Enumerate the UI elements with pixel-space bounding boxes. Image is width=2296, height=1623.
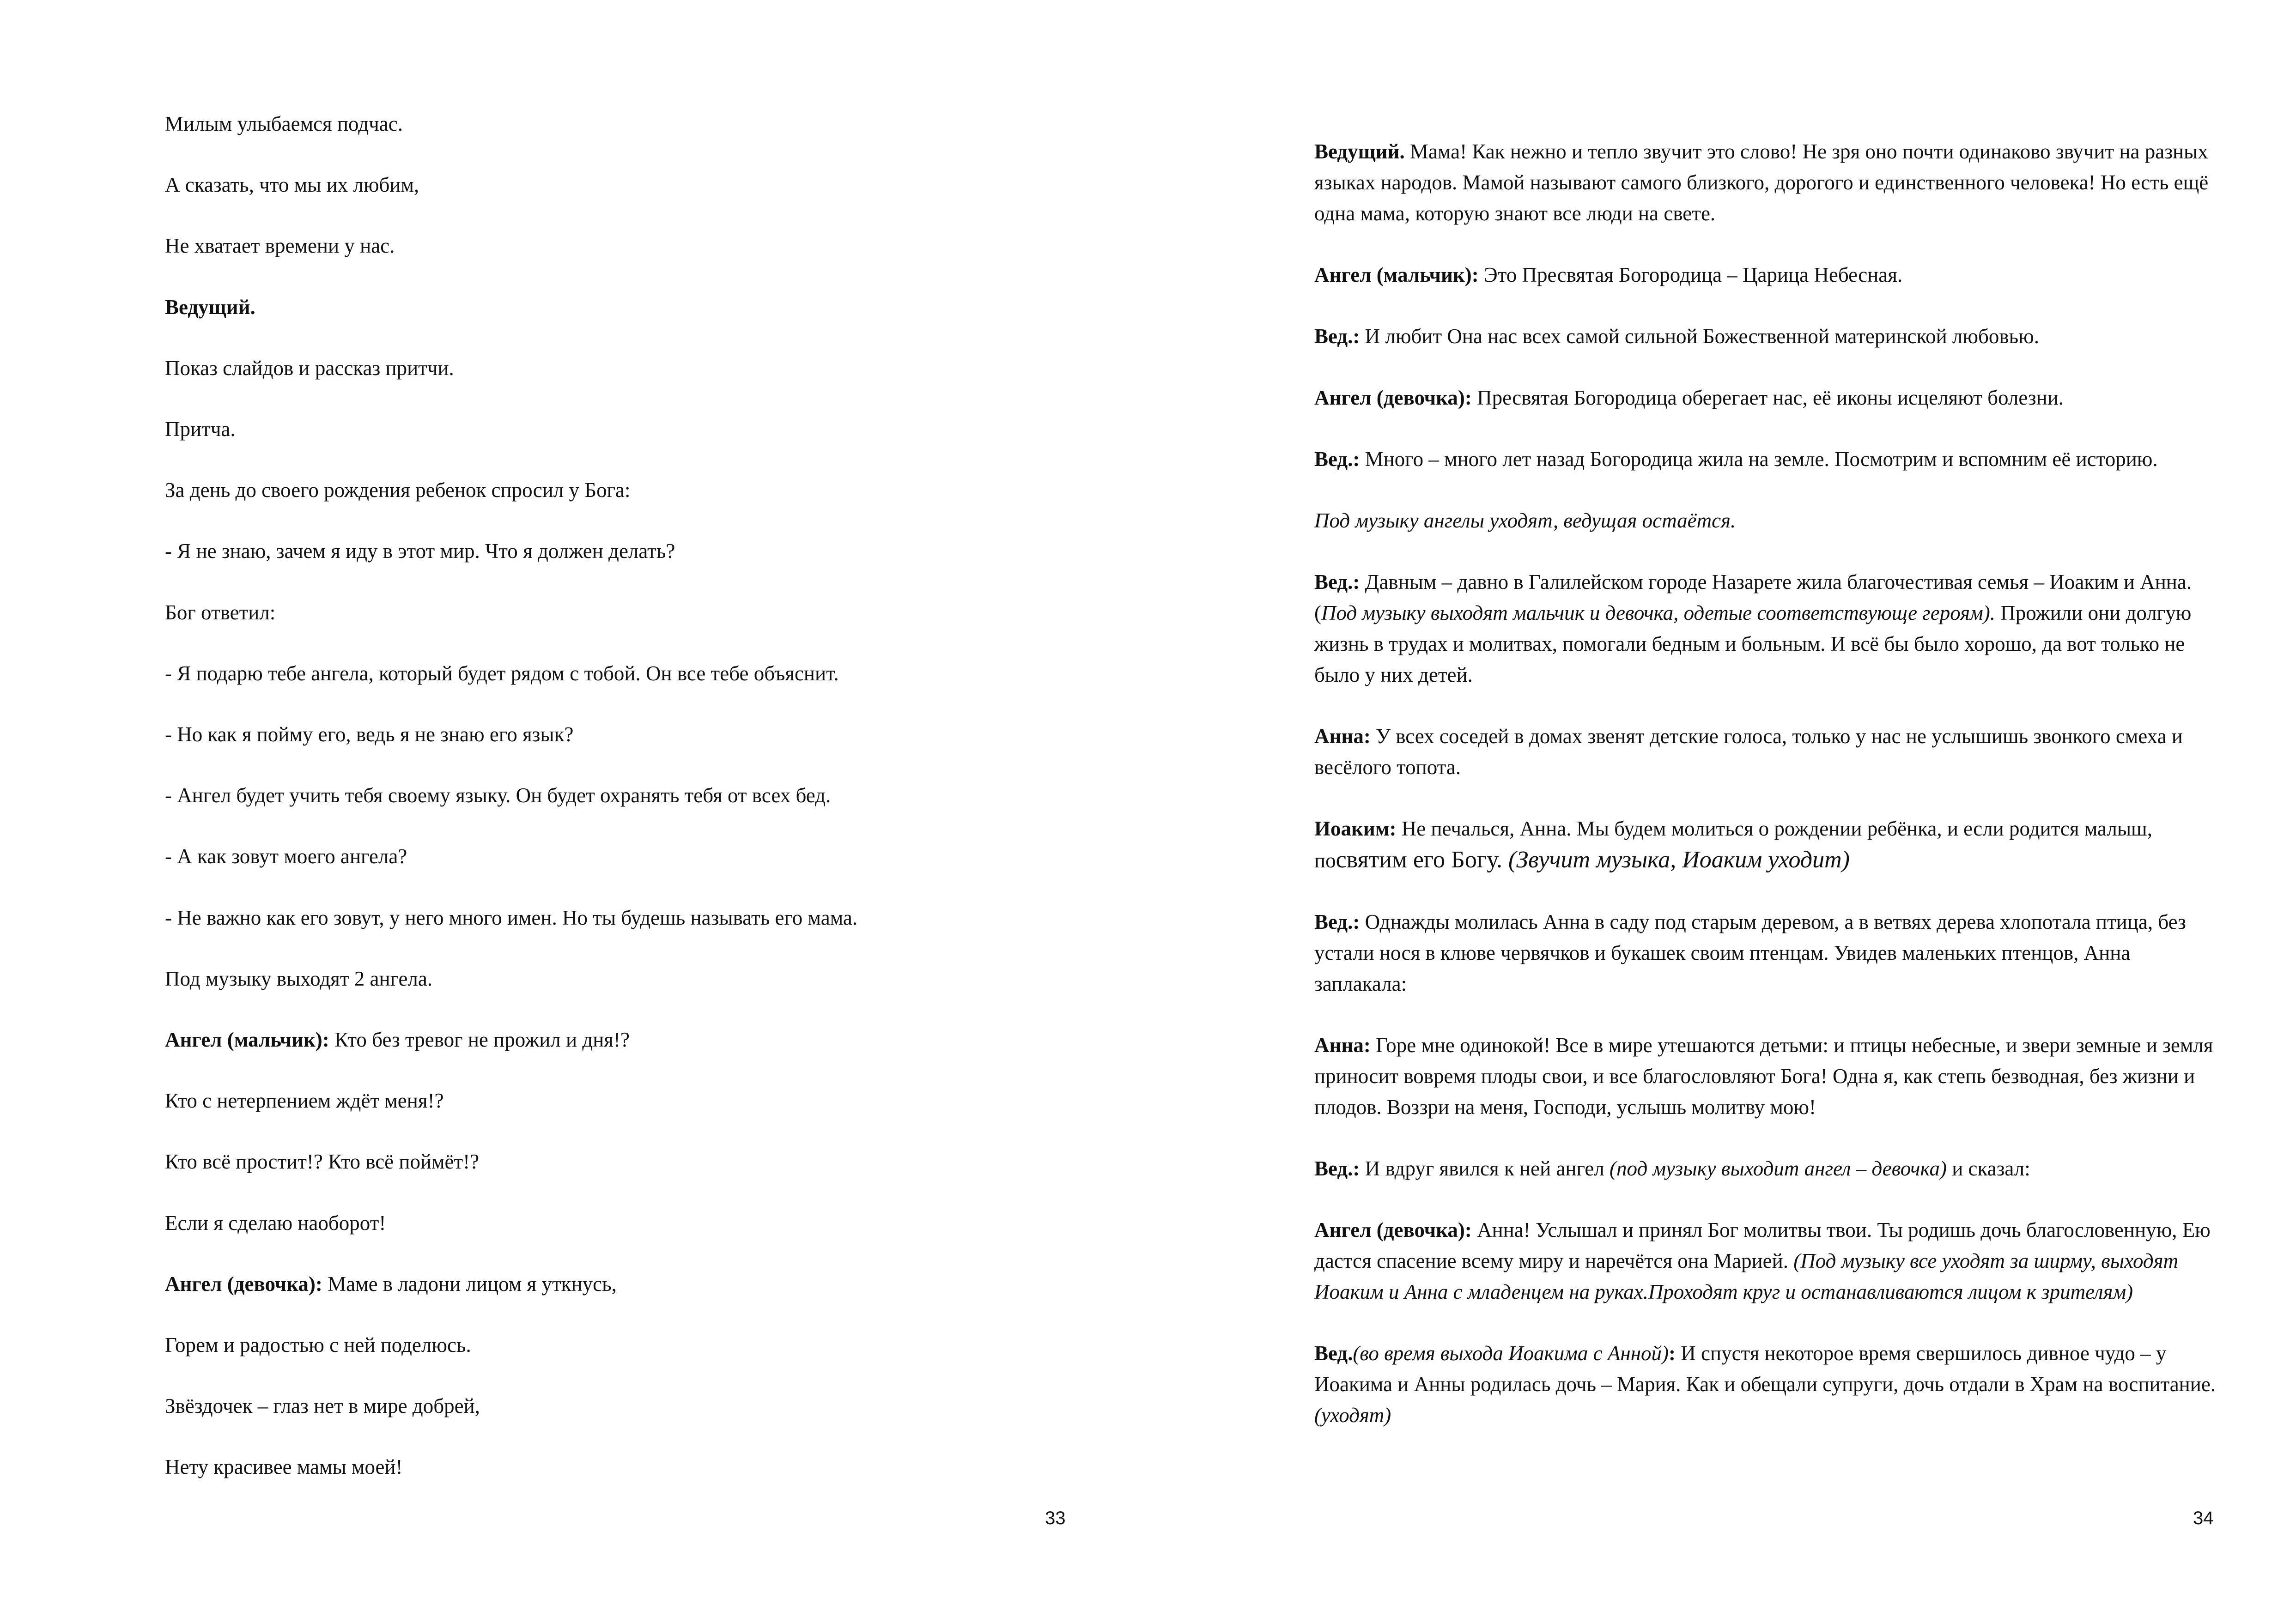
paragraph-angel-boy [1314, 260, 2227, 291]
speaker-label: Вед.: [1314, 570, 1360, 593]
line-text: Под музыку выходят 2 ангела. [165, 967, 433, 990]
line-text: - А как зовут моего ангела? [165, 845, 407, 868]
speaker-colon: : [1669, 1342, 1676, 1365]
paragraph-ved-miracle [1314, 1338, 2227, 1431]
line-text: Показ слайдов и рассказ притчи. [165, 356, 454, 380]
paragraph-ved-garden [1314, 907, 2227, 999]
paragraph-text: Пресвятая Богородица оберегает нас, её иконы исцеляют болезни. [1471, 386, 2064, 409]
left-line [165, 1210, 386, 1236]
left-line [165, 172, 419, 198]
line-text: - Я не знаю, зачем я иду в этот мир. Что я должен делать? [165, 539, 675, 563]
line-text: Кто всё простит!? Кто всё поймёт!? [165, 1150, 480, 1174]
left-line [165, 416, 236, 442]
paragraph-text: Много – много лет назад Богородица жила на земле. Посмотрим и вспомним её историю. [1360, 448, 2158, 471]
left-line [165, 538, 675, 564]
stage-direction-text: Под музыку выходят мальчик и девочка, одетые соответствующе героям). [1321, 601, 1995, 624]
left-line [165, 1393, 480, 1419]
paragraph-ved-angel-appears [1314, 1153, 2227, 1184]
paragraph-text: У всех соседей в домах звенят детские голоса, только у нас не услышишь звонкого смеха и весёлого топота. [1314, 725, 2183, 779]
stage-direction-text: (во время выхода Иоакима с Анной) [1353, 1342, 1669, 1365]
left-line [165, 843, 407, 869]
paragraph-text-large: святим его Богу. [1336, 847, 1503, 873]
paragraph-text: И спустя некоторое время свершилось дивное чудо – у Иоакима и Анны родилась дочь – Мария. Как и обещали супруги, дочь отдали в Храм на воспитание. [1314, 1342, 2216, 1396]
paragraph-text: Прожили они долгую жизнь в трудах и молитвах, помогали бедным и больным. И всё бы было хорошо, да вот только не было у них детей. [1314, 601, 2192, 686]
paragraph-text: И любит Она нас всех самой сильной Божественной материнской любовью. [1360, 325, 2040, 348]
speaker-label: Ангел (девочка): [165, 1272, 322, 1296]
line-text: - Ангел будет учить тебя своему языку. Он будет охранять тебя от всех бед. [165, 784, 831, 807]
stage-direction-text: Под музыку ангелы уходят, ведущая остаётся. [1314, 509, 1736, 532]
paragraph-vedushchiy-intro [1314, 136, 2227, 229]
speaker-label: Ангел (девочка): [1314, 386, 1472, 409]
speaker-label: Иоаким: [1314, 817, 1397, 840]
line-text: Нету красивее мамы моей! [165, 1455, 403, 1479]
left-line [165, 294, 255, 320]
right-page [1148, 0, 2296, 1623]
line-text: Если я сделаю наоборот! [165, 1211, 386, 1235]
line-text: Притча. [165, 418, 236, 441]
line-text: Звёздочек – глаз нет в мире добрей, [165, 1394, 480, 1418]
left-line [165, 233, 395, 259]
left-line [165, 1271, 617, 1297]
line-text: За день до своего рождения ребенок спросил у Бога: [165, 478, 631, 502]
speaker-label: Ведущий. [1314, 140, 1405, 163]
speaker-label: Вед.: [1314, 448, 1360, 471]
stage-direction-text: (уходят) [1314, 1404, 1391, 1427]
line-text: - Не важно как его зовут, у него много имен. Но ты будешь называть его мама. [165, 906, 858, 929]
left-line [165, 1332, 471, 1358]
line-text: Не хватает времени у нас. [165, 234, 395, 258]
paragraph-text: Давным – давно в Галилейском городе Назарете жила благочестивая семья – Иоаким и Анна. ( [1314, 570, 2192, 624]
left-line [165, 721, 574, 747]
line-text: Бог ответил: [165, 600, 276, 624]
left-line [165, 477, 631, 503]
stage-direction [1314, 505, 2227, 536]
paragraph-text: Горе мне одинокой! Все в мире утешаются детьми: и птицы небесные, и звери земные и земля приносит вовремя плоды свои, и все благословляют Бога! Одна я, как степь безводная, без жизни и плодов. Воззри на меня, Господи, услышь молитву мою! [1314, 1034, 2213, 1119]
speaker-label: Вед.: [1314, 910, 1360, 933]
paragraph-ved-love [1314, 321, 2227, 352]
paragraph-ioakim [1314, 813, 2227, 876]
speaker-label: Вед. [1314, 1342, 1353, 1365]
right-page-text [1314, 136, 2227, 1461]
stage-direction-text: (Под музыку все уходят за ширму, выходят Иоаким и Анна с младенцем на руках.Проходят круг и останавливаются лицом к зрителям) [1314, 1249, 2179, 1303]
line-text: Милым улыбаемся подчас. [165, 112, 403, 135]
paragraph-text: Мама! Как нежно и тепло звучит это слово! Не зря оно почти одинаково звучит на разных языках народов. Мамой называют самого близкого, дорогого и единственного человека! Но есть ещё одна мама, которую знают все люди на свете. [1314, 140, 2209, 225]
paragraph-ved-history [1314, 444, 2227, 475]
paragraph-text: и сказал: [1946, 1157, 2030, 1180]
paragraph-text: Анна! Услышал и принял Бог молитвы твои. Ты родишь дочь благословенную, Ею дастся спасение всему миру и наречётся она Марией. [1314, 1218, 2211, 1272]
paragraph-ved-nazareth [1314, 567, 2227, 690]
left-line [165, 782, 831, 808]
left-line [165, 355, 454, 381]
line-text: Кто с нетерпением ждёт меня!? [165, 1089, 444, 1113]
paragraph-text: И вдруг явился к ней ангел [1360, 1157, 1610, 1180]
speaker-label: Ведущий. [165, 295, 255, 319]
paragraph-text: Не печалься, Анна. Мы будем молиться о рождении ребёнка, и если родится малыш, по [1314, 817, 2152, 872]
left-line [165, 1454, 403, 1480]
paragraph-text: Это Пресвятая Богородица – Царица Небесная. [1478, 263, 1903, 286]
left-line [165, 1027, 630, 1053]
speaker-label: Ангел (мальчик): [165, 1028, 329, 1051]
paragraph-angel-girl-annunciation [1314, 1215, 2227, 1308]
left-line [165, 905, 857, 931]
page-number-right: 34 [2193, 1508, 2214, 1528]
page-number-left: 33 [1045, 1508, 1066, 1528]
left-line [165, 111, 403, 137]
line-text: Кто без тревог не прожил и дня!? [329, 1028, 630, 1051]
paragraph-anna-neighbors [1314, 721, 2227, 783]
paragraph-angel-girl [1314, 382, 2227, 413]
speaker-label: Ангел (мальчик): [1314, 263, 1479, 286]
speaker-label: Вед.: [1314, 1157, 1360, 1180]
paragraph-anna-prayer [1314, 1030, 2227, 1123]
paragraph-text: Однажды молилась Анна в саду под старым деревом, а в ветвях дерева хлопотала птица, без устали нося в клюве червячков и букашек своим птенцам. Увидев маленьких птенцов, Анна заплакала: [1314, 910, 2186, 995]
line-text: - Но как я пойму его, ведь я не знаю его язык? [165, 723, 574, 746]
left-line [165, 966, 432, 992]
left-line [165, 1149, 479, 1175]
line-text: - Я подарю тебе ангела, который будет рядом с тобой. Он все тебе объяснит. [165, 661, 839, 685]
left-line [165, 1088, 444, 1114]
line-text: Маме в ладони лицом я уткнусь, [322, 1272, 617, 1296]
left-line [165, 600, 275, 625]
left-line [165, 660, 839, 686]
speaker-label: Анна: [1314, 1034, 1371, 1057]
stage-direction-text: (Звучит музыка, Иоаким уходит) [1502, 847, 1850, 873]
stage-direction-text: (под музыку выходит ангел – девочка) [1610, 1157, 1947, 1180]
speaker-label: Вед.: [1314, 325, 1360, 348]
speaker-label: Анна: [1314, 725, 1371, 748]
speaker-label: Ангел (девочка): [1314, 1218, 1472, 1241]
line-text: А сказать, что мы их любим, [165, 173, 419, 197]
line-text: Горем и радостью с ней поделюсь. [165, 1333, 471, 1357]
